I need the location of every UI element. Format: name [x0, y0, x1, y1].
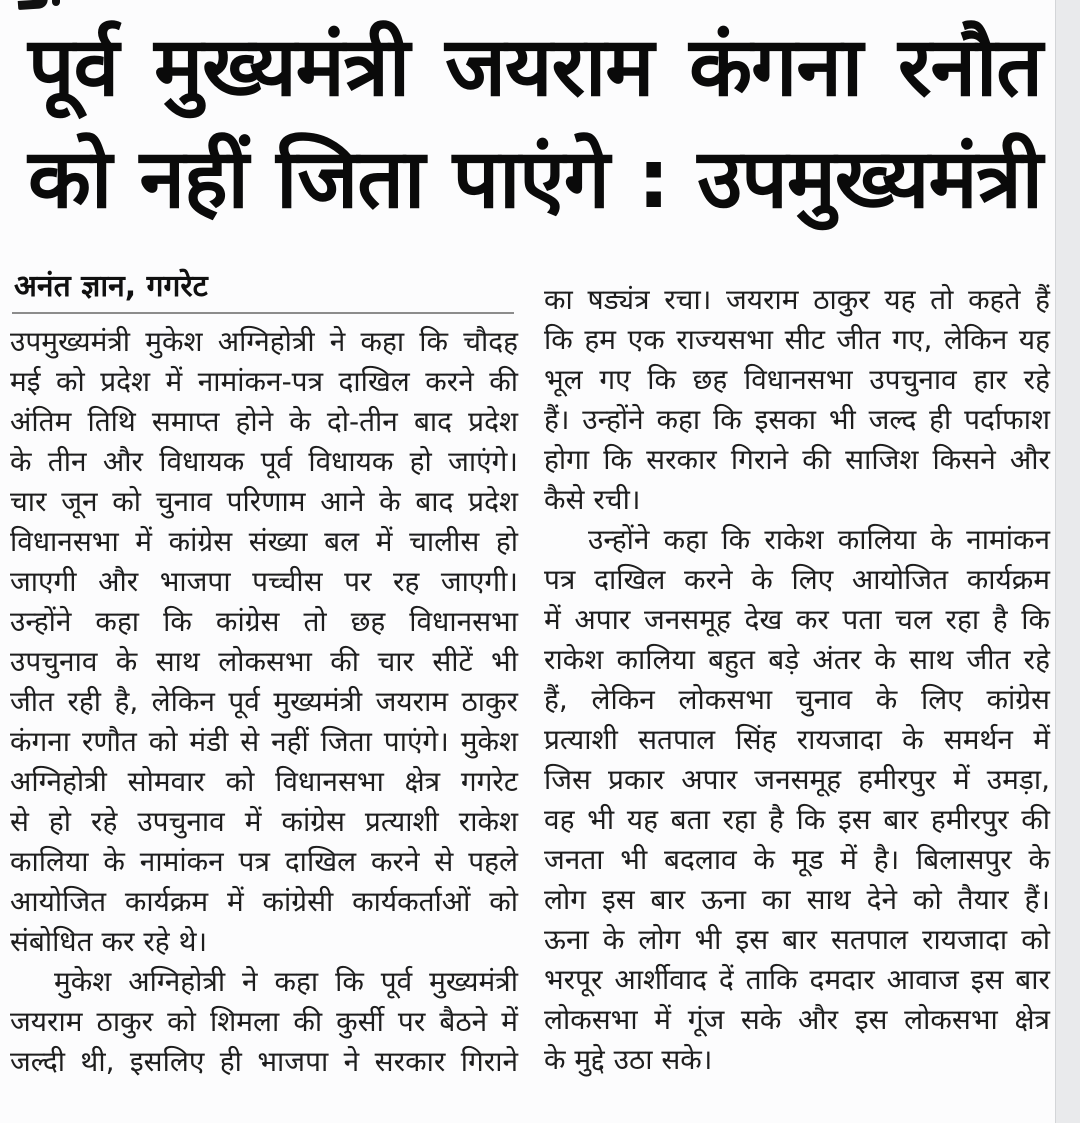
body-line: लोग इस बार ऊना का साथ देने को तैयार हैं।: [544, 883, 1050, 916]
headline-line-2: को नहीं जिता पाएंगे : उपमुख्यमंत्री: [28, 132, 1042, 227]
body-line: राकेश कालिया बहुत बड़े अंतर के साथ जीत रहे: [544, 643, 1050, 676]
paragraph: [544, 280, 1050, 520]
body-line: अंतिम तिथि समाप्त होने के दो-तीन बाद प्रदेश: [10, 405, 518, 438]
body-line: होगा कि सरकार गिराने की साजिश किसने और: [544, 443, 1050, 476]
body-line: के तीन और विधायक पूर्व विधायक हो जाएंगे।: [10, 445, 518, 478]
headline-line-1: पूर्व मुख्यमंत्री जयराम कंगना रनौत: [28, 20, 1042, 115]
body-line: अग्निहोत्री सोमवार को विधानसभा क्षेत्र गगरेट: [10, 765, 518, 798]
body-line: लोकसभा में गूंज सके और इस लोकसभा क्षेत्र: [544, 1003, 1050, 1036]
article-headline: [28, 12, 1042, 236]
body-line: उन्होंने कहा कि राकेश कालिया के नामांकन: [588, 523, 1050, 556]
column-left: [10, 322, 518, 1082]
body-line: जल्दी थी, इसलिए ही भाजपा ने सरकार गिराने: [10, 1045, 518, 1078]
body-line: में अपार जनसमूह देख कर पता चल रहा है कि: [544, 603, 1050, 636]
body-line: जीत रही है, लेकिन पूर्व मुख्यमंत्री जयराम ठाकुर: [10, 685, 518, 718]
body-line: जाएगी और भाजपा पच्चीस पर रह जाएगी।: [10, 565, 518, 598]
body-line: हैं, लेकिन लोकसभा चुनाव के लिए कांग्रेस: [544, 683, 1050, 716]
cropped-glyph-dot: [52, 0, 60, 6]
body-line: हैं। उन्होंने कहा कि इसका भी जल्द ही पर्दाफाश: [544, 403, 1050, 436]
body-line: प्रत्याशी सतपाल सिंह रायजादा के समर्थन में: [544, 723, 1050, 756]
byline: अनंत ज्ञान, गगरेट: [14, 269, 208, 304]
scan-edge-strip: [1055, 0, 1080, 1123]
body-line: जिस प्रकार अपार जनसमूह हमीरपुर में उमड़ा,: [544, 763, 1050, 796]
body-line: संबोधित कर रहे थे।: [10, 925, 208, 958]
body-line: कैसे रची।: [544, 483, 641, 516]
body-line: कंगना रणौत को मंडी से नहीं जिता पाएंगे। मुकेश: [10, 725, 518, 758]
body-line: का षड्यंत्र रचा। जयराम ठाकुर यह तो कहते हैं: [544, 283, 1050, 316]
body-line: ऊना के लोग भी इस बार सतपाल रायजादा को: [544, 923, 1050, 956]
body-line: पत्र दाखिल करने के लिए आयोजित कार्यक्रम: [544, 563, 1050, 596]
body-line: मई को प्रदेश में नामांकन-पत्र दाखिल करने की: [10, 365, 518, 398]
body-line: उपमुख्यमंत्री मुकेश अग्निहोत्री ने कहा कि चौदह: [10, 325, 518, 358]
body-line: से हो रहे उपचुनाव में कांग्रेस प्रत्याशी राकेश: [10, 805, 518, 838]
body-line: उन्होंने कहा कि कांग्रेस तो छह विधानसभा: [10, 605, 518, 638]
body-line: विधानसभा में कांग्रेस संख्या बल में चालीस हो: [10, 525, 518, 558]
body-line: जनता भी बदलाव के मूड में है। बिलासपुर के: [544, 843, 1050, 876]
paragraph: [544, 520, 1050, 1080]
column-right: [544, 280, 1050, 1080]
body-line: आयोजित कार्यक्रम में कांग्रेसी कार्यकर्ताओं को: [10, 885, 518, 918]
body-line: चार जून को चुनाव परिणाम आने के बाद प्रदेश: [10, 485, 518, 518]
body-line: कि हम एक राज्यसभा सीट जीत गए, लेकिन यह: [544, 323, 1050, 356]
body-line: उपचुनाव के साथ लोकसभा की चार सीटें भी: [10, 645, 518, 678]
body-line: भरपूर आर्शीवाद दें ताकि दमदार आवाज इस बार: [544, 963, 1050, 996]
body-line: के मुद्दे उठा सके।: [544, 1043, 713, 1076]
cropped-glyph-fragment: [18, 0, 49, 10]
body-line: जयराम ठाकुर को शिमला की कुर्सी पर बैठने में: [10, 1005, 518, 1038]
body-line: वह भी यह बता रहा है कि इस बार हमीरपुर की: [544, 803, 1050, 836]
body-line: मुकेश अग्निहोत्री ने कहा कि पूर्व मुख्यमंत्री: [54, 965, 518, 998]
body-line: कालिया के नामांकन पत्र दाखिल करने से पहले: [10, 845, 518, 878]
byline-divider: [12, 312, 514, 314]
paragraph: [10, 962, 518, 1082]
body-line: भूल गए कि छह विधानसभा उपचुनाव हार रहे: [544, 363, 1050, 396]
paragraph: [10, 322, 518, 962]
